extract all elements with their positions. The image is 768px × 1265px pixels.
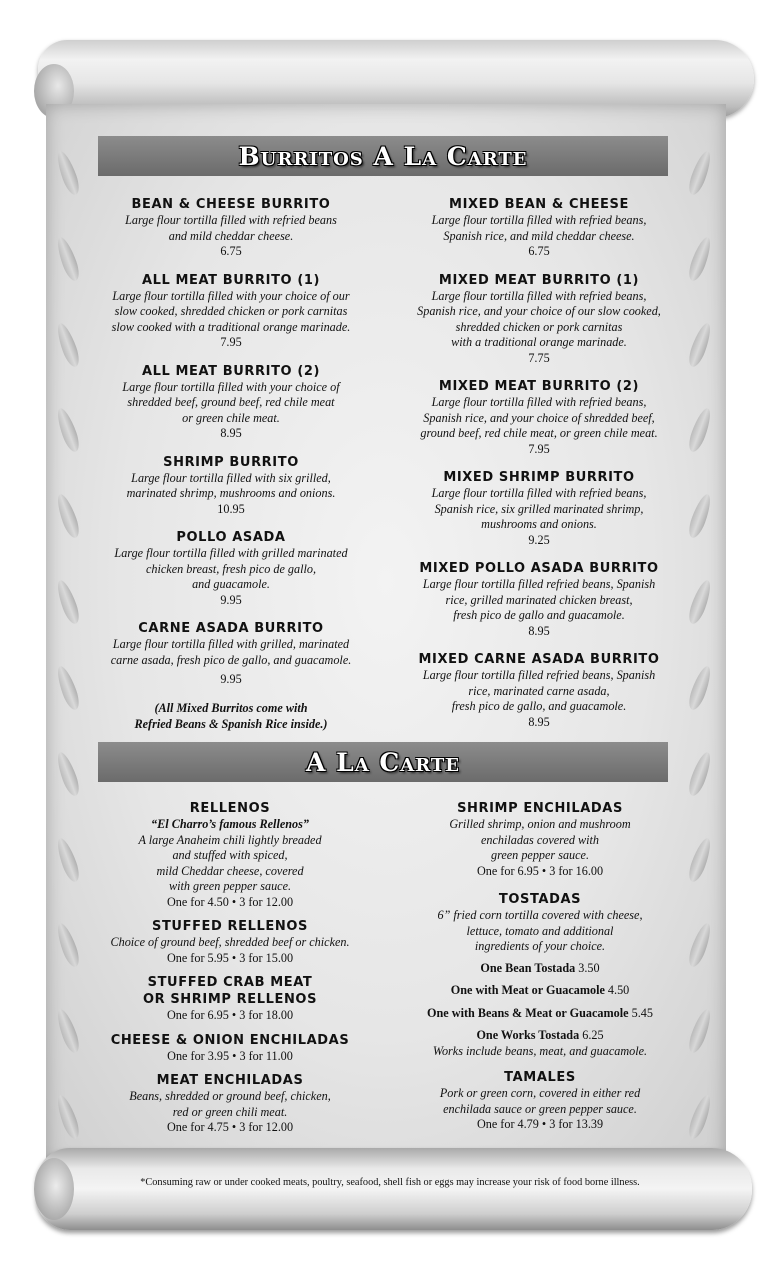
menu-item: [400, 800, 680, 879]
menu-item: [92, 974, 368, 1024]
chile-icon: [686, 149, 715, 197]
burritos-section-banner: [98, 136, 668, 176]
item-name: MEAT ENCHILADAS: [156, 1073, 304, 1088]
item-price: 8.95: [528, 714, 550, 729]
note-line: Refried Beans & Spanish Rice inside.): [134, 716, 328, 731]
option-price: 5.45: [631, 1005, 653, 1020]
menu-item: [398, 272, 680, 367]
menu-item: [92, 800, 368, 910]
chile-icon: [686, 1007, 715, 1055]
works-note: Works include beans, meat, and guacamole.: [432, 1043, 648, 1058]
item-price: One for 6.95 • 3 for 18.00: [166, 1008, 294, 1022]
menu-item: [398, 196, 680, 260]
chile-icon: [54, 235, 83, 283]
item-price: One for 3.95 • 3 for 11.00: [167, 1048, 293, 1063]
item-desc: Large flour tortilla filled with grilled marinated: [114, 546, 348, 560]
item-desc: Spanish rice, six grilled marinated shrimp,: [434, 501, 644, 516]
item-desc: Large flour tortilla filled with refried beans: [125, 213, 337, 227]
item-price: 7.95: [528, 441, 550, 456]
item-desc: Large flour tortilla filled refried beans, Spanish: [422, 668, 656, 682]
menu-item: [398, 651, 680, 730]
item-name: MIXED BEAN & CHEESE: [449, 197, 629, 212]
chile-icon: [686, 750, 715, 798]
item-desc: shredded beef, ground beef, red chile meat: [127, 395, 335, 409]
item-name: ALL MEAT BURRITO (2): [141, 363, 321, 379]
chile-icon: [54, 149, 83, 197]
menu-item: [398, 469, 680, 548]
chile-icon: [54, 1007, 83, 1055]
item-subtitle: “El Charro’s famous Rellenos”: [151, 817, 309, 831]
item-price: 10.95: [217, 501, 245, 516]
menu-item: [398, 560, 680, 639]
menu-item: [400, 891, 680, 1059]
item-price: 9.95: [220, 592, 242, 607]
menu-item: [96, 363, 366, 442]
item-name: ALL MEAT BURRITO (1): [141, 272, 321, 288]
chile-icon: [686, 835, 715, 883]
item-desc: 6” fried corn tortilla covered with cheese,: [437, 908, 643, 922]
item-name: RELLENOS: [189, 801, 271, 816]
item-desc: Large flour tortilla filled with refried beans,: [431, 395, 647, 409]
item-desc: ground beef, red chile meat, or green chile meat.: [420, 426, 658, 440]
menu-item: [92, 1032, 368, 1065]
item-price: 6.75: [528, 244, 550, 258]
item-desc: fresh pico de gallo, and guacamole.: [451, 699, 627, 713]
burritos-right-column: [398, 196, 680, 730]
menu-item: [96, 454, 366, 518]
chile-icon: [54, 1093, 83, 1141]
chile-icon: [686, 664, 715, 712]
chile-icon: [686, 235, 715, 283]
food-safety-disclaimer: *Consuming raw or under cooked meats, poultry, seafood, shell fish or eggs may increase your risk of food borne illness.: [140, 1177, 640, 1188]
tostada-option: [400, 1006, 680, 1022]
item-name: TAMALES: [504, 1070, 576, 1085]
item-name: MIXED SHRIMP BURRITO: [443, 470, 635, 485]
chile-icon: [686, 921, 715, 969]
item-desc: slow cooked, shredded chicken or pork carnitas: [114, 304, 348, 318]
menu-item: [96, 529, 366, 608]
item-desc: rice, grilled marinated chicken breast,: [445, 592, 633, 607]
item-name: STUFFED CRAB MEAT: [147, 975, 313, 990]
item-desc: carne asada, fresh pico de gallo, and guacamole.: [110, 652, 352, 667]
item-desc: Choice of ground beef, shredded beef or chicken.: [110, 935, 350, 949]
chile-icon: [686, 406, 715, 454]
chile-icon: [686, 1093, 715, 1141]
scroll-bottom-roll: [36, 1148, 752, 1230]
item-desc: chicken breast, fresh pico de gallo,: [145, 561, 317, 576]
menu-item: [96, 196, 366, 260]
menu-item: [92, 918, 368, 966]
a-la-carte-left-column: [92, 800, 368, 1136]
item-desc: red or green chili meat.: [172, 1104, 288, 1119]
item-desc: with green pepper sauce.: [168, 879, 292, 893]
item-desc: Beans, shredded or ground beef, chicken,: [129, 1089, 331, 1103]
item-name: MIXED MEAT BURRITO (2): [438, 379, 640, 394]
item-desc: green pepper sauce.: [490, 848, 590, 862]
item-desc: or green chile meat.: [182, 410, 280, 425]
option-price: 6.25: [582, 1028, 604, 1042]
item-name: POLLO ASADA: [176, 530, 286, 545]
option-label: One with Meat or Guacamole: [450, 983, 605, 997]
section-title: Burritos A La Carte: [238, 141, 528, 171]
item-price: 7.75: [528, 350, 550, 365]
chile-icon: [54, 492, 83, 540]
item-desc: Large flour tortilla filled with grilled, marinated: [112, 637, 350, 651]
burritos-left-column: [96, 196, 366, 732]
option-label: One with Beans & Meat or Guacamole: [427, 1005, 629, 1020]
item-desc: and stuffed with spiced,: [172, 848, 288, 862]
item-desc: with a traditional orange marinade.: [451, 335, 627, 349]
item-desc: fresh pico de gallo and guacamole.: [453, 608, 625, 622]
item-price: One for 5.95 • 3 for 15.00: [166, 950, 294, 965]
chile-icon: [686, 321, 715, 369]
menu-item: [400, 1069, 680, 1133]
item-desc: enchiladas covered with: [480, 832, 599, 847]
tostada-option: [400, 961, 680, 977]
item-name: CHEESE & ONION ENCHILADAS: [110, 1032, 350, 1048]
mixed-burrito-note: [96, 700, 366, 732]
note-line: (All Mixed Burritos come with: [154, 700, 308, 715]
item-desc: lettuce, tomato and additional: [466, 923, 614, 938]
chile-icon: [54, 578, 83, 626]
item-desc: A large Anaheim chili lightly breaded: [138, 832, 322, 847]
item-name: MIXED MEAT BURRITO (1): [438, 272, 640, 288]
item-price: 7.95: [220, 335, 242, 349]
item-price: One for 4.75 • 3 for 12.00: [166, 1120, 294, 1134]
item-price: 8.95: [528, 623, 550, 638]
item-desc: mild Cheddar cheese, covered: [156, 863, 304, 878]
a-la-carte-section-banner: [98, 742, 668, 782]
item-price: One for 4.79 • 3 for 13.39: [476, 1117, 604, 1131]
item-desc: Large flour tortilla filled refried beans, Spanish: [422, 577, 656, 591]
item-name: SHRIMP ENCHILADAS: [457, 801, 623, 816]
item-price: 9.95: [220, 672, 242, 686]
chile-icon: [54, 835, 83, 883]
chile-border-left: [48, 150, 88, 1140]
menu-item: [92, 1072, 368, 1136]
item-price: One for 6.95 • 3 for 16.00: [476, 863, 604, 878]
item-desc: Large flour tortilla filled with six grilled,: [131, 470, 331, 485]
item-desc: Spanish rice, and your choice of our slow cooked,: [417, 304, 661, 318]
item-desc: Large flour tortilla filled with refried beans,: [431, 288, 647, 303]
chile-icon: [54, 921, 83, 969]
item-desc: slow cooked with a traditional orange marinade.: [111, 319, 351, 334]
chile-icon: [54, 664, 83, 712]
item-price: One for 4.50 • 3 for 12.00: [166, 894, 294, 909]
item-desc: rice, marinated carne asada,: [468, 683, 610, 698]
item-name: CARNE ASADA BURRITO: [138, 621, 324, 636]
item-desc: Grilled shrimp, onion and mushroom: [449, 817, 631, 831]
item-price: 8.95: [220, 426, 242, 440]
item-name: OR SHRIMP RELLENOS: [142, 992, 318, 1007]
item-name: SHRIMP BURRITO: [163, 454, 299, 470]
section-title: A La Carte: [306, 747, 460, 777]
tostada-option: [400, 1028, 680, 1044]
item-desc: Large flour tortilla filled with your choice of: [122, 379, 340, 394]
item-desc: and mild cheddar cheese.: [168, 228, 294, 243]
item-name: STUFFED RELLENOS: [152, 919, 308, 934]
option-price: 3.50: [578, 960, 600, 975]
item-desc: and guacamole.: [192, 577, 270, 591]
chile-icon: [54, 750, 83, 798]
item-desc: Large flour tortilla filled with your choice of our: [112, 288, 350, 303]
item-name: MIXED CARNE ASADA BURRITO: [418, 652, 660, 667]
item-desc: Large flour tortilla filled with refried beans,: [431, 486, 647, 500]
item-price: 6.75: [220, 244, 242, 258]
option-label: One Bean Tostada: [480, 960, 576, 975]
chile-icon: [54, 321, 83, 369]
tostada-option: [400, 983, 680, 999]
a-la-carte-right-column: [400, 800, 680, 1133]
option-price: 4.50: [607, 983, 630, 997]
item-desc: Pork or green corn, covered in either red: [439, 1086, 641, 1100]
item-desc: shredded chicken or pork carnitas: [455, 319, 623, 334]
chile-icon: [686, 578, 715, 626]
option-label: One Works Tostada: [476, 1028, 580, 1042]
chile-icon: [686, 492, 715, 540]
menu-item: [96, 272, 366, 351]
item-desc: mushrooms and onions.: [481, 517, 597, 531]
item-name: BEAN & CHEESE BURRITO: [131, 197, 331, 212]
item-desc: ingredients of your choice.: [474, 939, 606, 953]
menu-item: [398, 378, 680, 457]
chile-border-right: [680, 150, 720, 1140]
menu-item: [96, 620, 366, 688]
chile-icon: [54, 406, 83, 454]
item-desc: Large flour tortilla filled with refried beans,: [431, 213, 647, 227]
item-desc: Spanish rice, and mild cheddar cheese.: [443, 228, 635, 243]
item-desc: Spanish rice, and your choice of shredded beef,: [423, 410, 655, 425]
item-name: TOSTADAS: [498, 892, 582, 907]
item-desc: marinated shrimp, mushrooms and onions.: [126, 486, 336, 500]
item-name: MIXED POLLO ASADA BURRITO: [419, 561, 659, 576]
item-price: 9.25: [528, 532, 550, 547]
item-desc: enchilada sauce or green pepper sauce.: [443, 1101, 637, 1116]
